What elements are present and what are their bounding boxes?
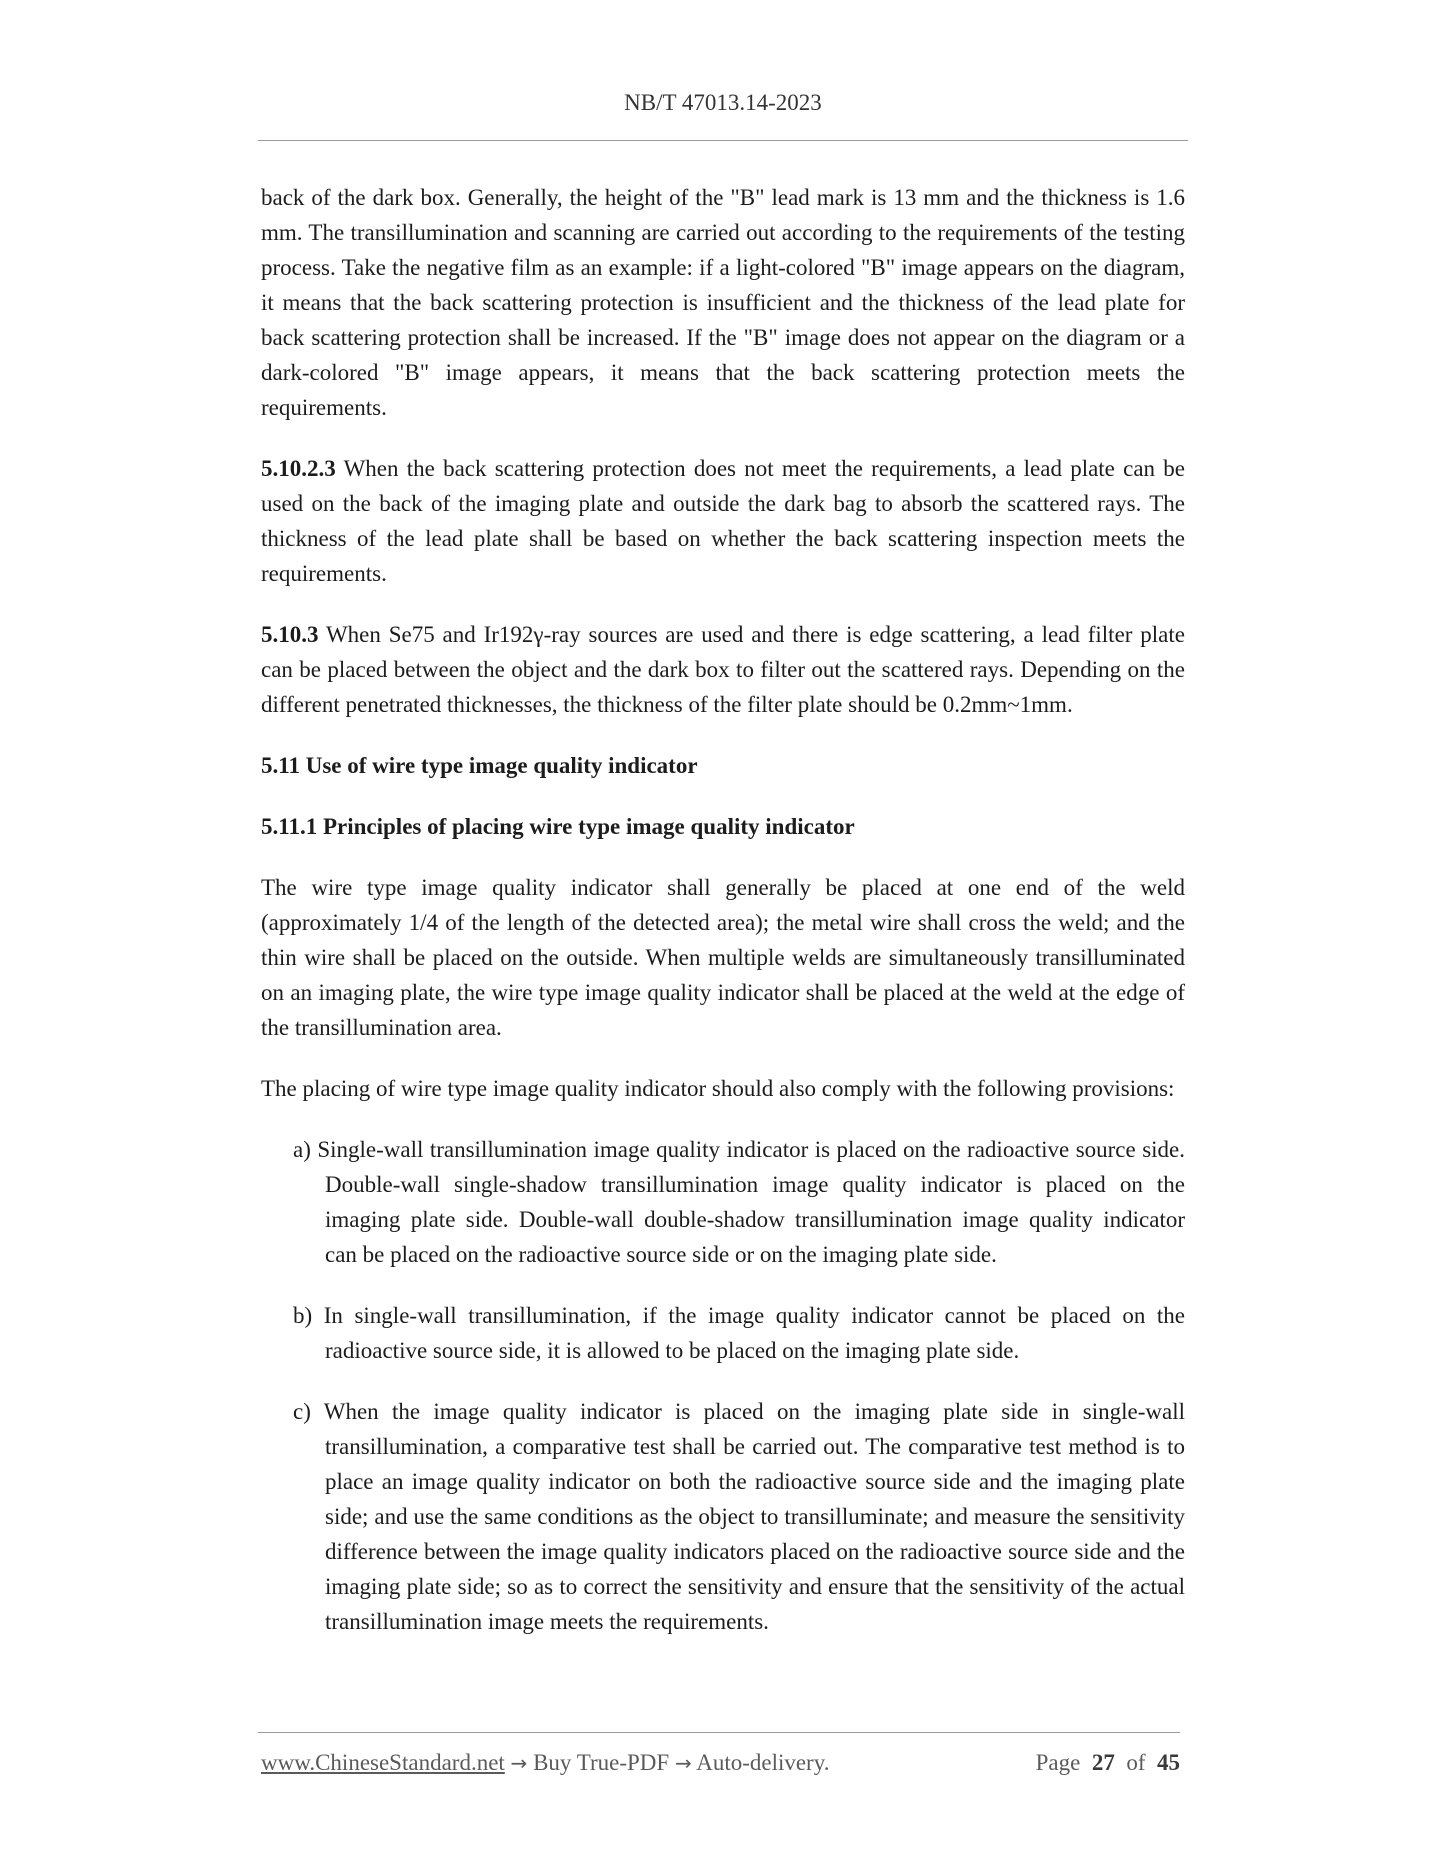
current-page-number: 27 — [1091, 1750, 1115, 1775]
document-body — [261, 180, 1185, 1665]
clause-5-10-2-3 — [261, 451, 1185, 591]
page-footer — [261, 1750, 1180, 1776]
paragraph-wire-placement: The wire type image quality indicator shall generally be placed at one end of the weld (approximately 1/4 of the length of the detected area); the metal wire shall cross the weld; and the thin wire shall be placed on the outside. When multiple welds are simultaneously transilluminated on an imaging plate, the wire type image quality indicator shall be placed at the weld at the edge of the transillumination area. — [261, 875, 1185, 1040]
header-divider — [258, 140, 1188, 141]
document-header-title: NB/T 47013.14-2023 — [624, 90, 822, 115]
section-heading-5-11-1: 5.11.1 Principles of placing wire type image quality indicator — [261, 814, 855, 839]
clause-text: When Se75 and Ir192γ-ray sources are used and there is edge scattering, a lead filter plate can be placed between the object and the dark box to filter out the scattered rays. Depending on the different penetrated thicknesses, the thickness of the filter plate should be 0.2mm~1mm. — [261, 622, 1185, 717]
buy-true-pdf-text: Buy True-PDF — [533, 1750, 670, 1775]
section-heading-5-11: 5.11 Use of wire type image quality indicator — [261, 753, 698, 778]
footer-divider — [258, 1732, 1180, 1733]
paragraph-provisions-intro: The placing of wire type image quality indicator should also comply with the following provisions: — [261, 1076, 1175, 1101]
arrow-right-icon: → — [510, 1751, 528, 1775]
list-item-a: a) Single-wall transillumination image quality indicator is placed on the radioactive source side. Double-wall single-shadow transillumination image quality indicator is placed on the imaging plate side. Double-wall double-shadow transillumination image quality indicator can be placed on the radioactive source side or on the imaging plate side. — [293, 1137, 1185, 1267]
clause-5-10-3 — [261, 617, 1185, 722]
of-label: of — [1126, 1750, 1146, 1775]
total-page-count: 45 — [1157, 1750, 1180, 1775]
page-counter — [1036, 1750, 1180, 1776]
paragraph-back-scatter-mark: back of the dark box. Generally, the height of the "B" lead mark is 13 mm and the thickness is 1.6 mm. The transillumination and scanning are carried out according to the requirements of the testing process. Take the negative film as an example: if a light-colored "B" image appears on the diagram, it means that the back scattering protection is insufficient and the thickness of the lead plate for back scattering protection shall be increased. If the "B" image does not appear on the diagram or a dark-colored "B" image appears, it means that the back scattering protection meets the requirements. — [261, 185, 1185, 420]
list-item-b: b) In single-wall transillumination, if the image quality indicator cannot be placed on the radioactive source side, it is allowed to be placed on the imaging plate side. — [293, 1303, 1185, 1363]
arrow-right-icon: → — [674, 1751, 692, 1775]
auto-delivery-text: Auto-delivery. — [696, 1750, 830, 1775]
clause-number: 5.10.3 — [261, 622, 319, 647]
list-item-c: c) When the image quality indicator is placed on the imaging plate side in single-wall transillumination, a comparative test shall be carried out. The comparative test method is to place an image quality indicator on both the radioactive source side and the imaging plate side; and use the same conditions as the object to transilluminate; and measure the sensitivity difference between the image quality indicators placed on the radioactive source side and the imaging plate side; so as to correct the sensitivity and ensure that the sensitivity of the actual transillumination image meets the requirements. — [293, 1399, 1185, 1634]
clause-text: When the back scattering protection does not meet the requirements, a lead plate can be used on the back of the imaging plate and outside the dark bag to absorb the scattered rays. The thickness of the lead plate shall be based on whether the back scattering inspection meets the requirements. — [261, 456, 1185, 586]
clause-number: 5.10.2.3 — [261, 456, 336, 481]
page-label: Page — [1035, 1750, 1081, 1775]
chinese-standard-link[interactable]: www.ChineseStandard.net — [261, 1750, 505, 1775]
